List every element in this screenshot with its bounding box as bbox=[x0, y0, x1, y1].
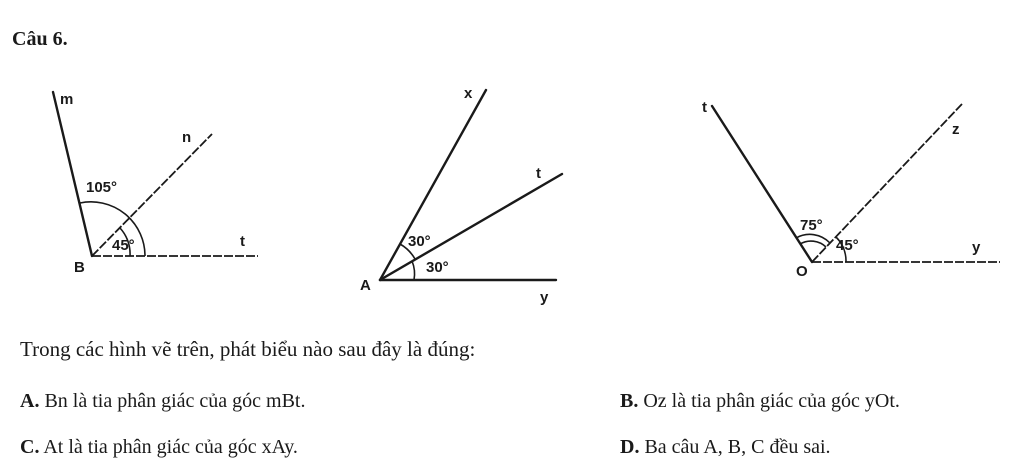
vertex-o: O bbox=[796, 263, 808, 280]
angle-30-bottom: 30° bbox=[426, 259, 449, 276]
angle-arc-tay bbox=[412, 261, 415, 280]
angle-45-o: 45° bbox=[836, 237, 859, 254]
angle-75: 75° bbox=[800, 217, 823, 234]
label-t3: t bbox=[702, 99, 707, 116]
vertex-b: B bbox=[74, 259, 85, 276]
figure-1 bbox=[53, 91, 258, 276]
ray-bm bbox=[53, 92, 92, 256]
option-d[interactable] bbox=[620, 436, 831, 459]
label-m: m bbox=[60, 91, 74, 108]
option-c[interactable] bbox=[20, 436, 298, 459]
figure-3 bbox=[702, 99, 1000, 280]
option-b[interactable] bbox=[620, 390, 900, 413]
ray-oz bbox=[812, 104, 962, 262]
ray-ax bbox=[380, 90, 486, 280]
vertex-a: A bbox=[360, 277, 371, 294]
figure-2 bbox=[360, 85, 562, 306]
option-b-text: Oz là tia phân giác của góc yOt. bbox=[638, 390, 900, 412]
angle-30-top: 30° bbox=[408, 233, 431, 250]
option-d-key: D. bbox=[620, 436, 640, 458]
option-d-text: Ba câu A, B, C đều sai. bbox=[639, 436, 831, 458]
label-x: x bbox=[464, 85, 473, 102]
label-t: t bbox=[240, 233, 245, 250]
label-y: y bbox=[540, 289, 549, 306]
ray-at bbox=[380, 174, 562, 280]
option-c-key: C. bbox=[20, 436, 40, 458]
label-t2: t bbox=[536, 165, 541, 182]
option-a[interactable] bbox=[20, 390, 306, 413]
option-a-key: A. bbox=[20, 390, 40, 412]
question-title: Câu 6. bbox=[12, 28, 68, 50]
ray-ot bbox=[712, 106, 812, 262]
angle-45: 45° bbox=[112, 237, 135, 254]
label-n: n bbox=[182, 129, 192, 146]
label-z: z bbox=[952, 121, 960, 138]
option-b-key: B. bbox=[620, 390, 639, 412]
angle-arc-75b bbox=[800, 241, 826, 247]
question-text: Trong các hình vẽ trên, phát biểu nào sau đây là đúng: bbox=[20, 337, 476, 361]
angle-105: 105° bbox=[86, 179, 118, 196]
label-y3: y bbox=[972, 239, 981, 256]
option-c-text: At là tia phân giác của góc xAy. bbox=[39, 436, 298, 458]
option-a-text: Bn là tia phân giác của góc mBt. bbox=[39, 390, 306, 412]
